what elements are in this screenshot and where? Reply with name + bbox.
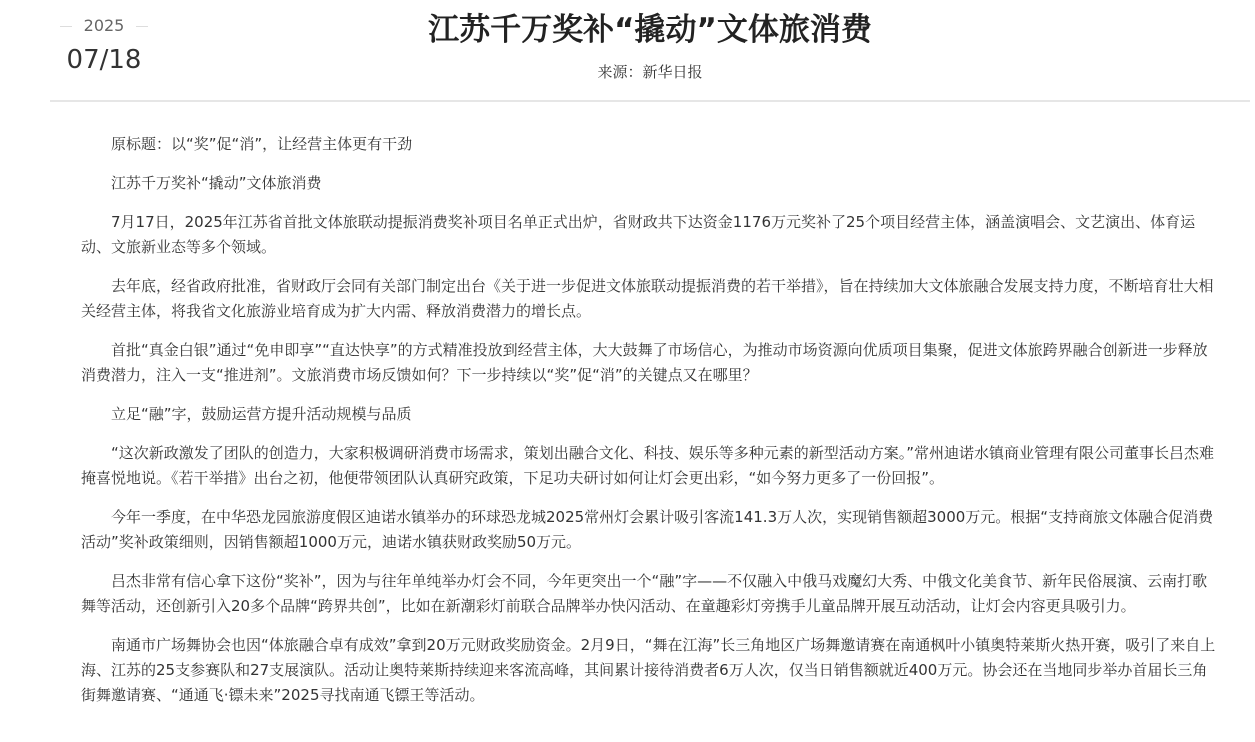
publish-date <box>60 14 148 80</box>
paragraph-subtitle: 江苏千万奖补“撬动”文体旅消费 <box>111 174 322 192</box>
paragraph: 吕杰非常有信心拿下这份“奖补”，因为与往年单纯举办灯会不同，今年更突出一个“融”字——不仅融入中俄马戏魔幻大秀、中俄文化美食节、新年民俗展演、云南打歌舞等活动，还创新引入20多个品牌“跨界共创”，比如在新潮彩灯前联合品牌举办快闪活动、在童趣彩灯旁携手儿童品牌开展互动活动，让灯会内容更具吸引力。 <box>81 572 1208 615</box>
paragraph: 南通市广场舞协会也因“体旅融合卓有成效”拿到20万元财政奖励资金。2月9日，“舞在江海”长三角地区广场舞邀请赛在南通枫叶小镇奥特莱斯火热开赛，吸引了来自上海、江苏的25支参赛队和27支展演队。活动让奥特莱斯持续迎来客流高峰，其间累计接待消费者6万人次，仅当日销售额就近400万元。协会还在当地同步举办首届长三角街舞邀请赛、“通通飞·镖未来”2025寻找南通飞镖王等活动。 <box>81 636 1216 704</box>
article-source: 来源：新华日报 <box>597 63 703 81</box>
paragraph: “这次新政激发了团队的创造力，大家积极调研消费市场需求，策划出融合文化、科技、娱乐等多种元素的新型活动方案。”常州迪诺水镇商业管理有限公司董事长吕杰难掩喜悦地说。《若干举措》出台之初，他便带领团队认真研究政策，下足功夫研讨如何让灯会更出彩，“如今努力更多了一份回报”。 <box>81 444 1215 487</box>
paragraph: 去年底，经省政府批准，省财政厅会同有关部门制定出台《关于进一步促进文体旅联动提振消费的若干举措》，旨在持续加大文体旅融合发展支持力度，不断培育壮大相关经营主体，将我省文化旅游业培育成为扩大内需、释放消费潜力的增长点。 <box>81 277 1214 320</box>
article-body <box>81 132 1221 722</box>
publish-day: 07/18 <box>66 45 142 75</box>
article-title: 江苏千万奖补“撬动”文体旅消费 <box>428 12 872 48</box>
section-heading: 立足“融”字，鼓励运营方提升活动规模与品质 <box>111 405 412 423</box>
paragraph-original-title: 原标题：以“奖”促“消”，让经营主体更有干劲 <box>111 135 413 153</box>
paragraph: 首批“真金白银”通过“免申即享”“直达快享”的方式精准投放到经营主体，大大鼓舞了市场信心，为推动市场资源向优质项目集聚，促进文体旅跨界融合创新进一步释放消费潜力，注入一支“推进剂”。文旅消费市场反馈如何？下一步持续以“奖”促“消”的关键点又在哪里？ <box>81 341 1208 384</box>
paragraph: 7月17日，2025年江苏省首批文体旅联动提振消费奖补项目名单正式出炉，省财政共下达资金1176万元奖补了25个项目经营主体，涵盖演唱会、文艺演出、体育运动、文旅新业态等多个领域。 <box>81 213 1196 256</box>
publish-year: 2025 <box>60 14 148 38</box>
paragraph: 今年一季度，在中华恐龙园旅游度假区迪诺水镇举办的环球恐龙城2025常州灯会累计吸引客流141.3万人次，实现销售额超3000万元。根据“支持商旅文体融合促消费活动”奖补政策细则，因销售额超1000万元，迪诺水镇获财政奖励50万元。 <box>81 508 1214 551</box>
header-divider <box>50 100 1250 102</box>
